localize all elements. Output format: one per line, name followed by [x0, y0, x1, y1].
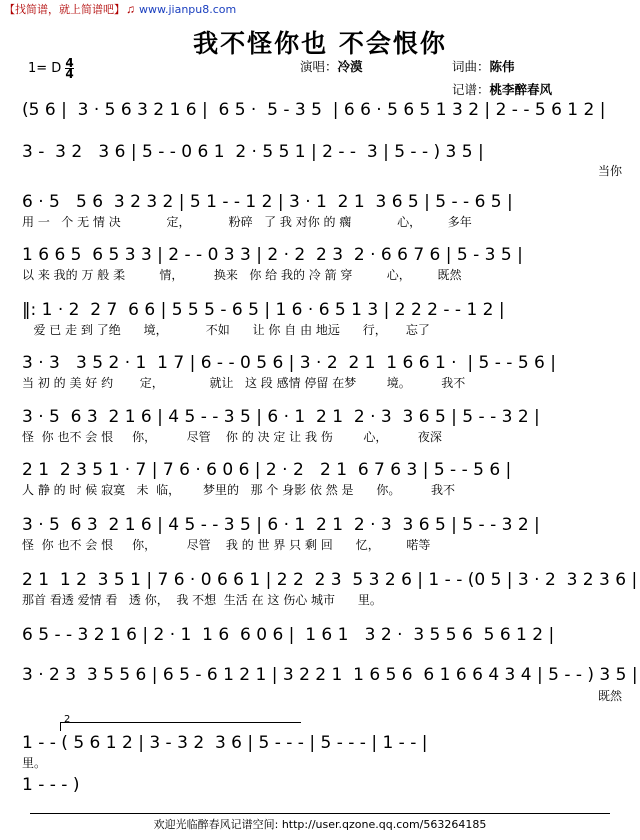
score-row-tail: 当你: [597, 164, 622, 178]
score-row: [22, 300, 622, 338]
score-notes: 2 1 1 2 3 5 1 | 7 6 · 0 6 6 1 | 2 2 2 3 5 3 2 6 | 1 - - (0 5 | 3 · 2 3 2 3 6 |: [22, 570, 638, 590]
score-notes: 6 · 5 5 6 3 2 3 2 | 5 1 - - 1 2 | 3 · 1 2 1 3 6 5 | 5 - - 6 5 |: [22, 192, 513, 212]
credit-notator-label: 记谱：: [452, 82, 490, 97]
meter-numerator: 4: [65, 56, 74, 70]
ending-bracket: [60, 722, 301, 731]
score-row: [22, 353, 622, 391]
credit-writer-label: 词曲：: [452, 59, 490, 74]
page-title: 我不怪你也 不会恨你: [193, 29, 447, 58]
credit-singer-name: 冷漠: [337, 59, 363, 74]
score-row: [22, 775, 622, 813]
score-lyrics: 爱 已 走 到 了绝 境， 不如 让 你 自 由 地远 行， 忘了: [22, 323, 430, 337]
score-notes: 3 · 2 3 3 5 5 6 | 6 5 - 6 1 2 1 | 3 2 2 1 1 6 5 6 6 1 6 6 4 3 4 | 5 - - ) 3 5 |: [22, 665, 638, 685]
score-row: [22, 460, 622, 498]
score-row: [22, 142, 622, 180]
score-lyrics: 用 一 个 无 情 决 定， 粉碎 了 我 对你 的 瘸 心， 多年: [22, 215, 472, 229]
score-row: [22, 407, 622, 445]
time-signature: [65, 58, 73, 79]
credit-notator: [452, 80, 552, 98]
banner-url[interactable]: www.jianpu8.com: [139, 3, 237, 16]
score-notes: 1 - - ( 5 6 1 2 | 3 - 3 2 3 6 | 5 - - - | 5 - - - | 1 - - |: [22, 733, 428, 753]
score-row: [22, 625, 622, 663]
score-lyrics: [22, 164, 622, 180]
key-signature: [28, 58, 74, 79]
score-row: [22, 570, 638, 608]
footer-divider: [30, 813, 610, 814]
note-icon: ♫: [126, 2, 135, 16]
score-notes: 3 - 3 2 3 6 | 5 - - 0 6 1 2 · 5 5 1 | 2 - - 3 | 5 - - ) 3 5 |: [22, 142, 484, 162]
banner-bracket-text: 【找简谱，就上简谱吧】: [4, 3, 125, 16]
ending-bracket-number: 2: [64, 714, 71, 725]
score-lyrics: 里。: [22, 756, 47, 770]
score-lyrics: [22, 797, 622, 813]
score-lyrics: 那首 看透 爱情 看 透 你， 我 不想 生活 在 这 伤心 城市 里。: [22, 593, 382, 607]
credit-singer: [300, 57, 363, 75]
score-lyrics: 怪 你 也不 会 恨 你， 尽管 我 的 世 界 只 剩 回 忆， 喏等: [22, 538, 431, 552]
score-lyrics: 怪 你 也不 会 恨 你， 尽管 你 的 决 定 让 我 伤 心， 夜深: [22, 430, 442, 444]
score-lyrics: 当 初 的 美 好 约 定， 就让 这 段 感情 停留 在梦 境。 我不: [22, 376, 466, 390]
score-notes: ‖: 1 · 2 2 7 6 6 | 5 5 5 - 6 5 | 1 6 · 6 5 1 3 | 2 2 2 - - 1 2 |: [22, 300, 505, 320]
score-notes: 1 6 6 5 6 5 3 3 | 2 - - 0 3 3 | 2 · 2 2 3 2 · 6 6 7 6 | 5 - 3 5 |: [22, 245, 523, 265]
meter-denominator: 4: [65, 67, 74, 81]
score-lyrics: [22, 122, 622, 138]
credit-singer-label: 演唱：: [300, 59, 338, 74]
score-row: [22, 245, 622, 283]
score-notes: 3 · 5 6 3 2 1 6 | 4 5 - - 3 5 | 6 · 1 2 1 2 · 3 3 6 5 | 5 - - 3 2 |: [22, 515, 540, 535]
score-lyrics: [22, 647, 622, 663]
key-text: 1= D: [28, 61, 62, 76]
score-lyrics: 以 来 我的 万 般 柔 情， 换来 你 给 我的 冷 箭 穿 心， 既然: [22, 268, 462, 282]
credit-notator-name: 桃李醉春风: [489, 82, 553, 97]
score-notes: (5 6 | 3 · 5 6 3 2 1 6 | 6 5 · 5 - 3 5 | 6 6 · 5 6 5 1 3 2 | 2 - - 5 6 1 2 |: [22, 100, 606, 120]
site-banner[interactable]: [4, 3, 236, 16]
score-row: [22, 515, 622, 553]
score-row-tail: 既然: [597, 689, 622, 703]
score-notes: 1 - - - ): [22, 775, 80, 795]
score-row: [22, 192, 622, 230]
score-notes: 3 · 5 6 3 2 1 6 | 4 5 - - 3 5 | 6 · 1 2 1 2 · 3 3 6 5 | 5 - - 3 2 |: [22, 407, 540, 427]
score-lyrics: [22, 687, 622, 703]
score-row: [22, 714, 622, 771]
credit-writer-name: 陈伟: [489, 59, 515, 74]
score-row: [22, 100, 622, 138]
score-notes: 6 5 - - 3 2 1 6 | 2 · 1 1 6 6 0 6 | 1 6 1 3 2 · 3 5 5 6 5 6 1 2 |: [22, 625, 555, 645]
score-notes: 3 · 3 3 5 2 · 1 1 7 | 6 - - 0 5 6 | 3 · 2 2 1 1 6 6 1 · | 5 - - 5 6 |: [22, 353, 556, 373]
score-row: [22, 665, 638, 703]
score-notes: 2 1 2 3 5 1 · 7 | 7 6 · 6 0 6 | 2 · 2 2 1 6 7 6 3 | 5 - - 5 6 |: [22, 460, 512, 480]
score-lyrics: 人 静 的 时 候 寂寞 未 临， 梦里的 那 个 身影 依 然 是 你。 我不: [22, 483, 455, 497]
footer-text: 欢迎光临醉春风记谱空间: http://user.qzone.qq.com/563264185: [153, 818, 487, 831]
credit-writer: [452, 57, 515, 75]
